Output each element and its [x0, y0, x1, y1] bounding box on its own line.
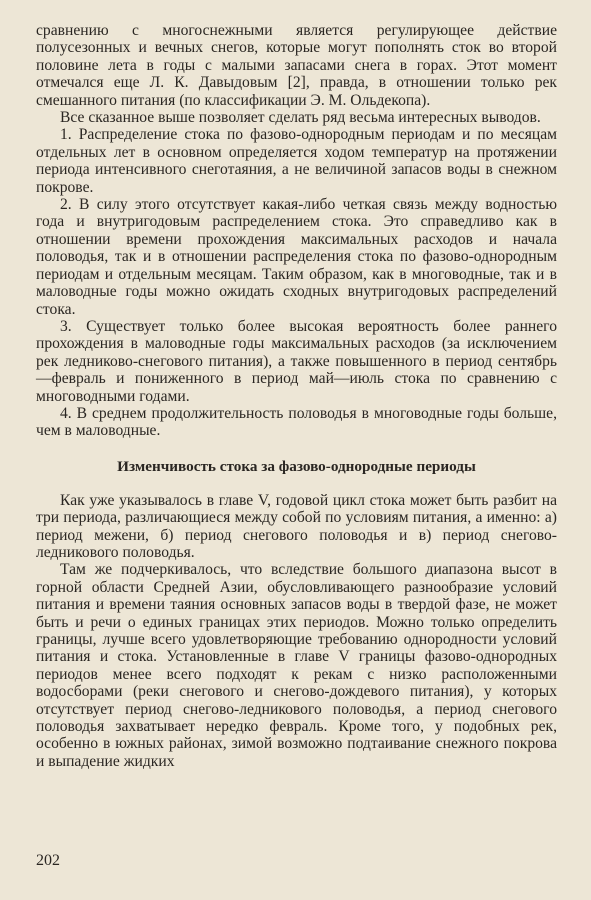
conclusions-intro: Все сказанное выше позволяет сделать ряд весьма интересных выводов.	[60, 109, 541, 127]
conclusions-section	[36, 22, 557, 440]
variability-section	[36, 492, 557, 771]
body-paragraph: Как уже указывалось в главе V, годовой цикл стока может быть разбит на три периода, различающиеся между собой по условиям питания, а именно: а) период межени, б) период снегового половодья и в) период снегово-ледникового половодья.	[36, 491, 557, 561]
section-heading: Изменчивость стока за фазово-однородные периоды	[117, 457, 476, 475]
body-paragraph: Там же подчеркивалось, что вследствие большого диапазона высот в горной области Средней Азии, обусловливающего разнообразие условий питания и времени таяния основных запасов воды в твердой фазе, не может быть и речи о единых границах этих периодов. Можно только определить границы, лучше всего удовлетворяющие требованию однородности условий питания и стока. Установленные в главе V границы фазово-однородных периодов менее всего подходят к рекам с низко расположенными водосборами (реки снегового и снегово-дождевого питания), у которых отсутствует период снегово-ледникового половодья, а период снегового половодья захватывает нередко февраль. Кроме того, у подобных рек, особенно в южных районах, зимой возможно подтаивание снежного покрова и выпадение жидких	[36, 561, 557, 770]
conclusion-item-1: 1. Распределение стока по фазово-однородным периодам и по месяцам отдельных лет в основном определяется ходом температур на протяжении периода интенсивного снеготаяния, а не величиной запасов воды в снежном покрове.	[36, 126, 557, 196]
conclusion-item-2: 2. В силу этого отсутствует какая-либо четкая связь между водностью года и внутригодовым распределением стока. Это справедливо как в отношении времени прохождения максимальных расходов и начала половодья, так и в отношении распределения стока по фазово-однородным периодам и отдельным месяцам. Таким образом, как в многоводные, так и в маловодные годы можно ожидать сходных внутригодовых распределений стока.	[36, 196, 557, 318]
conclusion-item-4: 4. В среднем продолжительность половодья в многоводные годы больше, чем в маловодные.	[36, 404, 557, 440]
page-number: 202	[36, 852, 60, 869]
conclusion-item-3: 3. Существует только более высокая вероятность более раннего прохождения в маловодные годы максимальных расходов (за исключением рек ледниково-снегового питания), а также повышенного в период сентябрь—февраль и пониженного в период май—июль стока по сравнению с многоводными годами.	[36, 317, 557, 405]
continued-paragraph: сравнению с многоснежными является регулирующее действие полусезонных и вечных снегов, которые могут пополнять сток во второй половине лета в годы с малыми запасами снега в горах. Этот момент отмечался еще Л. К. Давыдовым [2], правда, в отношении только рек смешанного питания (по классификации Э. М. Ольдекопа).	[36, 22, 557, 109]
